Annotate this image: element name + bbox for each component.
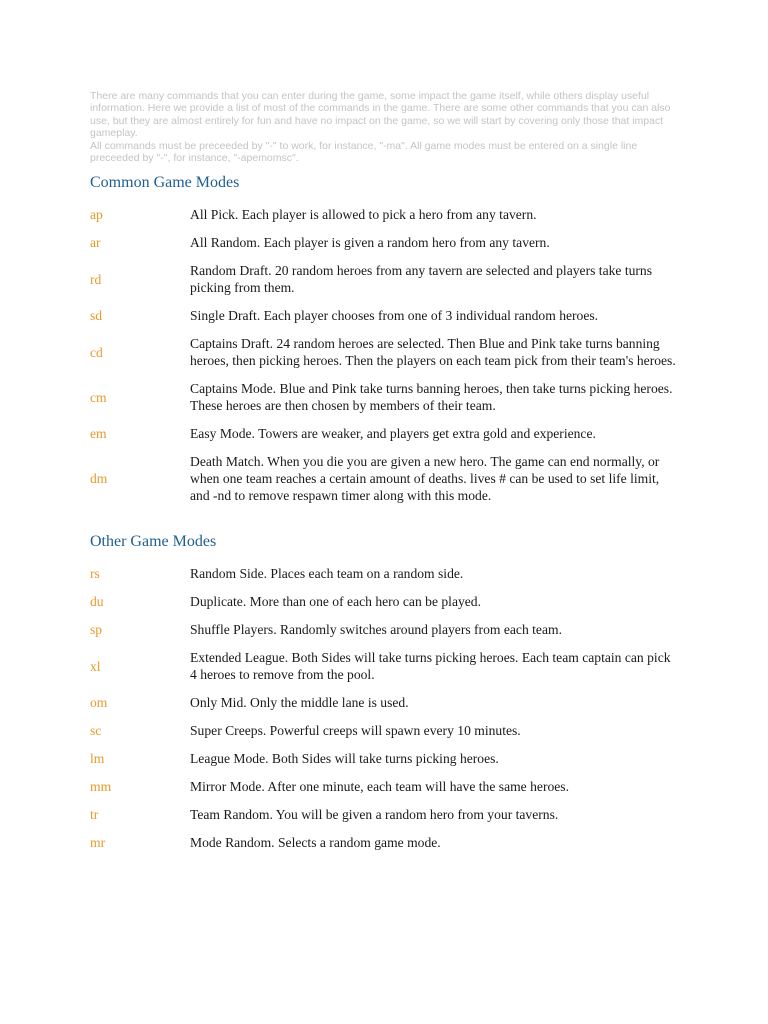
other-modes-heading: Other Game Modes — [90, 533, 217, 551]
intro-paragraph-1: There are many commands that you can enter during the game, some impact the game itself, while others display useful information. Here we provide a list of most of the commands in the game. There are some other commands that you can also use, but they are almost entirely for fun and have no impact on the game, so we will start by covering only those that impact gameplay. — [90, 90, 671, 140]
mode-code: rs — [90, 566, 100, 582]
mode-code: sd — [90, 308, 103, 324]
table-row — [90, 201, 680, 229]
table-row — [90, 302, 680, 330]
table-row — [90, 560, 680, 588]
mode-description: Mirror Mode. After one minute, each team will have the same heroes. — [190, 779, 569, 795]
mode-description: Captains Draft. 24 random heroes are selected. Then Blue and Pink take turns banning heroes, then picking heroes. Then the players on each team pick from their team's heroes. — [190, 336, 676, 369]
mode-code: om — [90, 695, 108, 711]
mode-code: mm — [90, 779, 112, 795]
mode-code: dm — [90, 471, 108, 487]
mode-description: Mode Random. Selects a random game mode. — [190, 835, 441, 851]
table-row — [90, 773, 680, 801]
intro-text — [90, 90, 680, 164]
table-row — [90, 745, 680, 773]
table-row — [90, 616, 680, 644]
mode-code: lm — [90, 751, 105, 767]
intro-paragraph-2: All commands must be preceeded by "-" to work, for instance, "-ma". All game modes must be entered on a single line preceeded by "-", for instance, "-apemomsc". — [90, 139, 638, 165]
mode-code: cm — [90, 389, 107, 405]
mode-description: Random Side. Places each team on a random side. — [190, 566, 464, 582]
mode-description: Super Creeps. Powerful creeps will spawn every 10 minutes. — [190, 723, 521, 739]
mode-description: Captains Mode. Blue and Pink take turns banning heroes, then take turns picking heroes. These heroes are then chosen by members of their team. — [190, 381, 673, 414]
mode-description: Random Draft. 20 random heroes from any tavern are selected and players take turns picking from them. — [190, 263, 653, 296]
table-row — [90, 448, 680, 510]
document-page — [90, 90, 680, 857]
mode-description: Death Match. When you die you are given a new hero. The game can end normally, or when one team reaches a certain amount of deaths. lives # can be used to set life limit, and -nd to remove respawn timer along with this mode. — [190, 454, 660, 504]
table-row — [90, 420, 680, 448]
mode-description: Extended League. Both Sides will take turns picking heroes. Each team captain can pick 4 heroes to remove from the pool. — [190, 650, 671, 683]
table-row — [90, 801, 680, 829]
mode-description: League Mode. Both Sides will take turns picking heroes. — [190, 751, 499, 767]
table-row — [90, 330, 680, 375]
common-modes-heading: Common Game Modes — [90, 174, 240, 192]
table-row — [90, 588, 680, 616]
common-modes-table — [90, 201, 680, 510]
mode-code: ar — [90, 235, 101, 251]
other-modes-table — [90, 560, 680, 857]
mode-code: rd — [90, 271, 102, 287]
mode-code: ap — [90, 207, 103, 223]
table-row — [90, 375, 680, 420]
mode-description: Single Draft. Each player chooses from one of 3 individual random heroes. — [190, 308, 599, 324]
table-row — [90, 829, 680, 857]
mode-description: Shuffle Players. Randomly switches around players from each team. — [190, 622, 562, 638]
mode-description: Duplicate. More than one of each hero can be played. — [190, 594, 482, 610]
mode-code: em — [90, 426, 107, 442]
mode-code: cd — [90, 344, 103, 360]
mode-code: du — [90, 594, 104, 610]
table-row — [90, 229, 680, 257]
mode-description: All Pick. Each player is allowed to pick a hero from any tavern. — [190, 207, 537, 223]
table-row — [90, 644, 680, 689]
mode-description: Team Random. You will be given a random hero from your taverns. — [190, 807, 559, 823]
table-row — [90, 689, 680, 717]
mode-code: sc — [90, 723, 102, 739]
mode-description: Easy Mode. Towers are weaker, and players get extra gold and experience. — [190, 426, 596, 442]
table-row — [90, 717, 680, 745]
mode-code: mr — [90, 835, 106, 851]
mode-description: All Random. Each player is given a random hero from any tavern. — [190, 235, 550, 251]
table-row — [90, 257, 680, 302]
mode-code: tr — [90, 807, 99, 823]
mode-code: xl — [90, 658, 101, 674]
mode-description: Only Mid. Only the middle lane is used. — [190, 695, 409, 711]
mode-code: sp — [90, 622, 103, 638]
